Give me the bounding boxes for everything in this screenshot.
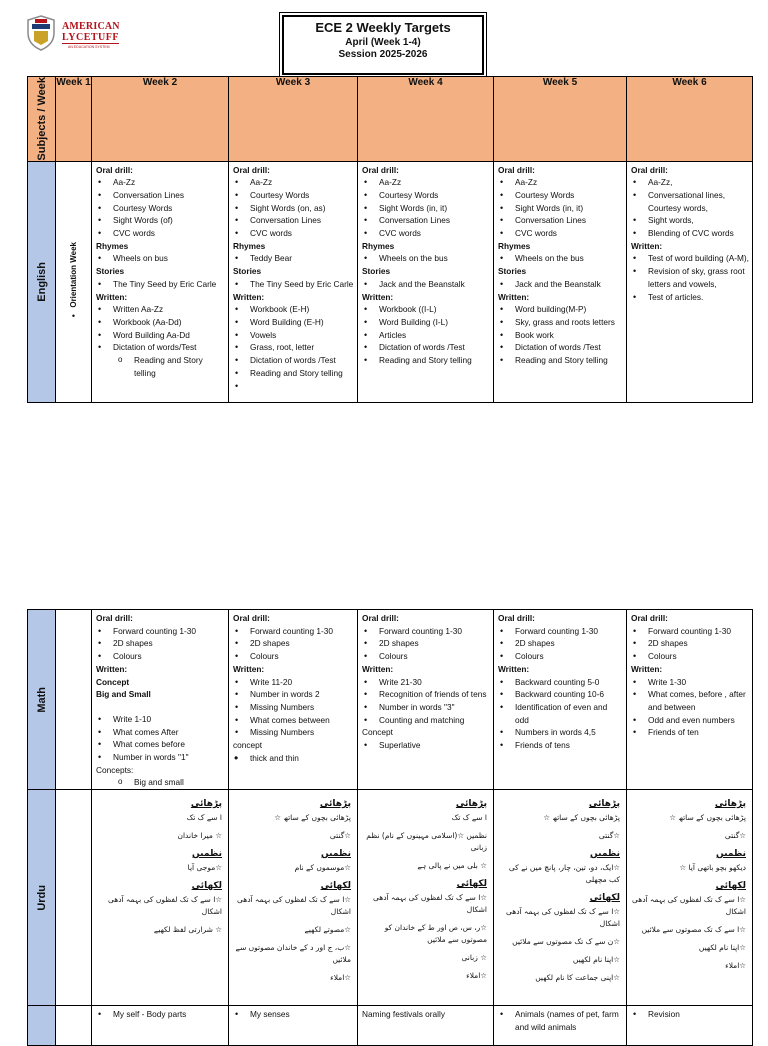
list-item: • Conversation Lines xyxy=(96,189,225,202)
list-item: o Big and small xyxy=(96,776,225,789)
english-subject-cell xyxy=(28,161,56,402)
list-item: • Recognition of friends of tens xyxy=(362,688,490,701)
math-subject-cell xyxy=(28,610,56,790)
urdu-line: ☆موسموں کے نام xyxy=(294,863,351,873)
urdu-line: ☆ب، ج اور د کے خاندان مصوتوں سے ملائیں xyxy=(235,943,351,965)
bullet-list xyxy=(233,625,354,663)
bullet-list xyxy=(96,625,225,663)
list-item: • Counting and matching xyxy=(362,714,490,727)
urdu-line: ☆ر، س، ص اور ط کے خاندان کو مصوتوں سے ملائیں xyxy=(384,923,487,945)
urdu-heading: لکھائی xyxy=(715,881,746,892)
list-item: • What comes After xyxy=(96,726,225,739)
section-heading: Oral drill: xyxy=(96,613,133,623)
english-week-5 xyxy=(494,161,627,402)
urdu-week-2 xyxy=(92,790,229,1006)
urdu-heading: پڑھائی xyxy=(319,799,351,810)
week-2-header: Week 2 xyxy=(92,77,229,162)
list-item: • 2D shapes xyxy=(498,637,623,650)
cell-text xyxy=(96,701,225,713)
urdu-line: ☆ا سے ک تک لفظوں کی بہمہ آدھی اشکال xyxy=(237,895,351,917)
list-item: • Courtesy Words xyxy=(498,189,623,202)
last-week-4 xyxy=(358,1006,494,1046)
bullet-list xyxy=(96,1008,225,1021)
bullet-list xyxy=(362,739,490,752)
section-heading: Rhymes xyxy=(362,240,395,251)
section-heading: Written: xyxy=(362,663,394,674)
list-item: • Word Building (E-H) xyxy=(233,316,354,329)
subjects-week-corner xyxy=(28,77,56,162)
list-item: • Aa-Zz xyxy=(498,176,623,189)
urdu-line: ا سے ک تک xyxy=(451,813,487,823)
list-item: • Odd and even numbers xyxy=(631,714,749,727)
week-header-row xyxy=(28,77,753,162)
bullet-list xyxy=(233,752,354,765)
urdu-heading: نظمیں xyxy=(192,849,222,860)
bullet-list xyxy=(233,176,354,240)
bullet-list xyxy=(233,252,354,265)
list-item: • Blending of CVC words xyxy=(631,227,749,240)
english-subject-label: English xyxy=(35,261,48,302)
list-item: • CVC words xyxy=(96,227,225,240)
section-heading: Written: xyxy=(233,663,265,674)
urdu-line: ☆ن سے ک تک مصوتوں سے ملائیں xyxy=(512,937,620,947)
section-heading: Written: xyxy=(233,291,265,302)
last-week-1 xyxy=(56,1006,92,1046)
bullet-list xyxy=(362,676,490,727)
list-item: • Courtesy Words xyxy=(362,189,490,202)
list-item: • Backward counting 10-6 xyxy=(498,688,623,701)
list-item: • CVC words xyxy=(362,227,490,240)
urdu-line: ☆ میرا خاندان xyxy=(177,831,222,841)
bullet-list xyxy=(96,776,225,789)
bullet-list xyxy=(96,713,225,764)
urdu-line: پڑھائی بچوں کے ساتھ ☆ xyxy=(669,813,746,823)
section-heading: Oral drill: xyxy=(631,164,668,175)
list-item: • Sight Words (in, it) xyxy=(362,202,490,215)
section-heading: Oral drill: xyxy=(498,613,535,623)
page-title: ECE 2 Weekly Targets xyxy=(315,20,451,35)
list-item: • Conversation Lines xyxy=(233,214,354,227)
last-subject-cell xyxy=(28,1006,56,1046)
urdu-heading: پڑھائی xyxy=(714,799,746,810)
list-item: • Word building(M-P) xyxy=(498,303,623,316)
list-item: • Test of articles. xyxy=(631,291,749,304)
list-item: • Dictation of words /Test xyxy=(498,341,623,354)
list-item: • Dictation of words /Test xyxy=(233,354,354,367)
math-week-4 xyxy=(358,610,494,790)
section-heading: Written: xyxy=(96,291,128,302)
urdu-row xyxy=(28,790,753,1006)
session-label: Session 2025-2026 xyxy=(338,49,428,60)
list-item: • Jack and the Beanstalk xyxy=(362,278,490,291)
bullet-list xyxy=(96,252,225,265)
list-item: • My senses xyxy=(233,1008,354,1021)
list-item: • Dictation of words /Test xyxy=(362,341,490,354)
list-item: • thick and thin xyxy=(233,752,354,765)
english-table xyxy=(27,76,753,403)
bullet-list xyxy=(362,278,490,291)
section-heading: Oral drill: xyxy=(498,164,535,175)
urdu-line: ☆گنتی xyxy=(724,831,746,841)
urdu-line: ا سے ک تک xyxy=(186,813,222,823)
week-6-header: Week 6 xyxy=(627,77,753,162)
shield-crest-icon xyxy=(26,15,56,51)
list-item: • 2D shapes xyxy=(631,637,749,650)
week-1-header: Week 1 xyxy=(56,77,92,162)
bullet-list xyxy=(498,176,623,240)
math-row xyxy=(28,610,753,790)
list-item: • Missing Numbers xyxy=(233,726,354,739)
bullet-list xyxy=(498,625,623,663)
section-heading: Oral drill: xyxy=(362,164,399,175)
urdu-heading: نظمیں xyxy=(590,849,620,860)
list-item: • Number in words "3" xyxy=(362,701,490,714)
list-item: • Identification of even and odd xyxy=(498,701,623,726)
list-item: • Write 11-20 xyxy=(233,676,354,689)
list-item: • Backward counting 5-0 xyxy=(498,676,623,689)
bullet-list xyxy=(96,303,225,379)
list-item: • Missing Numbers xyxy=(233,701,354,714)
urdu-line: ☆املاء xyxy=(330,973,351,983)
urdu-heading: نظمیں xyxy=(716,849,746,860)
section-heading: Stories xyxy=(362,266,391,277)
bullet-list xyxy=(498,676,623,752)
list-item: • Dictation of words/Test xyxy=(96,341,225,354)
urdu-line: ☆ زبانی xyxy=(461,953,487,963)
section-heading: Written: xyxy=(631,663,663,674)
school-logo xyxy=(26,15,138,55)
bullet-list xyxy=(362,625,490,663)
urdu-line: ☆ا سے ک تک لفظوں کی بہمہ آدھی اشکال xyxy=(373,893,487,915)
list-item: • Aa-Zz xyxy=(362,176,490,189)
section-heading: Oral drill: xyxy=(96,164,133,175)
urdu-line: ☆ا سے ک تک لفظوں کی بہمہ آدھی اشکال xyxy=(108,895,222,917)
urdu-heading: لکھائی xyxy=(191,881,222,892)
cell-text: Concepts: xyxy=(96,764,134,775)
week-3-header: Week 3 xyxy=(229,77,358,162)
bullet-list xyxy=(631,676,749,740)
list-item: • 2D shapes xyxy=(233,637,354,650)
math-week-2 xyxy=(92,610,229,790)
week-5-header: Week 5 xyxy=(494,77,627,162)
list-item: • Number in words 2 xyxy=(233,688,354,701)
list-item: • Write 1-10 xyxy=(96,713,225,726)
list-item: • Forward counting 1-30 xyxy=(96,625,225,638)
list-item: • Write 21-30 xyxy=(362,676,490,689)
list-item: • Written Aa-Zz xyxy=(96,303,225,316)
last-week-3 xyxy=(229,1006,358,1046)
urdu-line: ☆ بلی میں نے پالی ہے xyxy=(417,861,487,871)
bullet-list xyxy=(498,1008,623,1033)
urdu-heading: لکھائی xyxy=(320,881,351,892)
urdu-line: ☆ا سے ک تک لفظوں کی بہمہ آدھی اشکال xyxy=(632,895,746,917)
bullet-list xyxy=(631,625,749,663)
english-week-6 xyxy=(627,161,753,402)
list-item: • Conversation Lines xyxy=(362,214,490,227)
urdu-heading: نظمیں xyxy=(321,849,351,860)
list-item: • Friends of tens xyxy=(498,739,623,752)
list-item: • Numbers in words 4,5 xyxy=(498,726,623,739)
bullet-list xyxy=(631,252,749,303)
list-item: • Revision of sky, grass root letters and vowels, xyxy=(631,265,749,290)
section-heading: Oral drill: xyxy=(631,613,668,623)
urdu-line: ☆ا سے ک تک مصوتوں سے ملائیں xyxy=(641,925,746,935)
last-week-6 xyxy=(627,1006,753,1046)
list-item: • Revision xyxy=(631,1008,749,1021)
math-week-1 xyxy=(56,610,92,790)
section-heading: Big and Small xyxy=(96,689,151,700)
list-item: • Conversation Lines xyxy=(498,214,623,227)
english-week-3 xyxy=(229,161,358,402)
bullet-list xyxy=(233,676,354,740)
urdu-line: پڑھائی بچوں کے ساتھ ☆ xyxy=(543,813,620,823)
section-heading: Written: xyxy=(362,291,394,302)
urdu-subject-label: Urdu xyxy=(35,884,48,911)
math-urdu-table xyxy=(27,609,753,1046)
list-item: • 2D shapes xyxy=(96,637,225,650)
bullet-list xyxy=(498,278,623,291)
list-item: o Reading and Story telling xyxy=(96,354,225,379)
list-item: • The Tiny Seed by Eric Carle xyxy=(233,278,354,291)
urdu-week-6 xyxy=(627,790,753,1006)
section-heading: Oral drill: xyxy=(233,613,270,623)
list-item: • Teddy Bear xyxy=(233,252,354,265)
general-knowledge-row xyxy=(28,1006,753,1046)
urdu-week-5 xyxy=(494,790,627,1006)
urdu-line: ☆اپنا نام لکھیں xyxy=(698,943,746,953)
last-week-2 xyxy=(92,1006,229,1046)
list-item: • Reading and Story telling xyxy=(233,367,354,380)
corner-label: Subjects / Week xyxy=(35,77,48,161)
urdu-heading: لکھائی xyxy=(589,893,620,904)
bullet-list xyxy=(96,176,225,240)
list-item: • Friends of ten xyxy=(631,726,749,739)
bullet-list xyxy=(233,303,354,379)
list-item: • Forward counting 1-30 xyxy=(233,625,354,638)
list-item: • Write 1-30 xyxy=(631,676,749,689)
list-item: • Wheels on bus xyxy=(96,252,225,265)
urdu-heading: لکھائی xyxy=(456,879,487,890)
list-item: • My self - Body parts xyxy=(96,1008,225,1021)
bullet-list xyxy=(233,1008,354,1021)
list-item: • Workbook (Aa-Dd) xyxy=(96,316,225,329)
section-heading: Stories xyxy=(498,266,527,277)
list-item: • CVC words xyxy=(233,227,354,240)
urdu-line: ☆ شرارتی لفظ لکھیے xyxy=(153,925,222,935)
section-heading: Oral drill: xyxy=(233,164,270,175)
urdu-week-1 xyxy=(56,790,92,1006)
cell-text: Naming festivals orally xyxy=(362,1009,445,1020)
urdu-heading: پڑھائی xyxy=(190,799,222,810)
urdu-week-3 xyxy=(229,790,358,1006)
math-subject-label: Math xyxy=(35,686,48,713)
urdu-line: ☆گنتی xyxy=(329,831,351,841)
list-item: • Sky, grass and roots letters xyxy=(498,316,623,329)
urdu-line: ☆گنتی xyxy=(598,831,620,841)
urdu-line: ☆اپنا نام لکھیں xyxy=(572,955,620,965)
cell-text: Concept xyxy=(362,727,393,738)
list-item: • Aa-Zz xyxy=(96,176,225,189)
urdu-line: پڑھائی بچوں کے ساتھ ☆ xyxy=(274,813,351,823)
list-item: • Colours xyxy=(631,650,749,663)
list-item: • 2D shapes xyxy=(362,637,490,650)
english-week-2 xyxy=(92,161,229,402)
urdu-heading: پڑھائی xyxy=(455,799,487,810)
bullet-list xyxy=(631,176,749,240)
section-heading: Concept xyxy=(96,676,130,687)
bullet-list xyxy=(498,252,623,265)
section-heading: Stories xyxy=(96,266,125,277)
section-heading: Written: xyxy=(96,663,128,674)
bullet-list xyxy=(362,176,490,240)
urdu-line: ☆مصوتے لکھیے xyxy=(304,925,351,935)
urdu-line: ☆املاء xyxy=(725,961,746,971)
list-item: • Test of word building (A-M), xyxy=(631,252,749,265)
bullet-list xyxy=(96,278,225,291)
section-heading: Rhymes xyxy=(233,240,266,251)
urdu-line: ☆املاء xyxy=(466,971,487,981)
list-item: • Aa-Zz, xyxy=(631,176,749,189)
list-item: • Workbook (E-H) xyxy=(233,303,354,316)
section-heading: Rhymes xyxy=(498,240,531,251)
list-item: • Sight Words (on, as) xyxy=(233,202,354,215)
cell-text: concept xyxy=(233,740,263,751)
urdu-heading: پڑھائی xyxy=(588,799,620,810)
list-item: • Colours xyxy=(362,650,490,663)
urdu-line: ☆ا سے ک تک لفظوں کی بہمہ آدھی اشکال xyxy=(506,907,620,929)
list-item: • Courtesy Words xyxy=(96,202,225,215)
urdu-line: ☆موجی آیا xyxy=(187,863,222,873)
list-item: • Reading and Story telling xyxy=(498,354,623,367)
list-item: • Forward counting 1-30 xyxy=(362,625,490,638)
title-box xyxy=(282,15,484,75)
list-item: • Aa-Zz xyxy=(233,176,354,189)
list-item: • Wheels on the bus xyxy=(362,252,490,265)
bullet-list xyxy=(233,278,354,291)
last-week-5 xyxy=(494,1006,627,1046)
math-week-3 xyxy=(229,610,358,790)
week-4-header: Week 4 xyxy=(358,77,494,162)
bullet-list xyxy=(631,1008,749,1021)
list-item: • Animals (names of pet, farm and wild animals xyxy=(498,1008,623,1033)
section-heading: Oral drill: xyxy=(362,613,399,623)
section-heading: Rhymes xyxy=(96,240,129,251)
logo-text-line3: AN EDUCATION SYSTEM xyxy=(68,45,110,49)
english-week-4 xyxy=(358,161,494,402)
list-item: • Superlative xyxy=(362,739,490,752)
list-item: • Word Building Aa-Dd xyxy=(96,329,225,342)
bullet-icon: • xyxy=(71,311,76,322)
list-item: • The Tiny Seed by Eric Carle xyxy=(96,278,225,291)
math-week-5 xyxy=(494,610,627,790)
page-subtitle: April (Week 1-4) xyxy=(345,37,421,48)
urdu-line: ☆ایک، دو، تین، چار، پانچ میں نے کی کب مچھلی xyxy=(508,863,620,885)
math-week-6 xyxy=(627,610,753,790)
list-item: • CVC words xyxy=(498,227,623,240)
list-item: • Articles xyxy=(362,329,490,342)
logo-text-line2: LYCETUFF xyxy=(62,32,119,43)
list-item: • Jack and the Beanstalk xyxy=(498,278,623,291)
urdu-line: ☆اپنی جماعت کا نام لکھیں xyxy=(535,973,620,983)
orientation-week-cell xyxy=(56,161,92,402)
list-item: • Number in words "1" xyxy=(96,751,225,764)
section-heading: Written: xyxy=(631,240,663,251)
logo-text-line1: AMERICAN xyxy=(62,21,120,32)
list-item: • Sight Words (in, it) xyxy=(498,202,623,215)
list-item: • Wheels on the bus xyxy=(498,252,623,265)
urdu-subject-cell xyxy=(28,790,56,1006)
section-heading: Written: xyxy=(498,663,530,674)
list-item: • Conversational lines, Courtesy words, xyxy=(631,189,749,214)
orientation-week-label: Orientation Week xyxy=(69,241,78,308)
section-heading: Written: xyxy=(498,291,530,302)
list-item: • What comes between xyxy=(233,714,354,727)
urdu-line: دیکھو بچو باتھی آیا ☆ xyxy=(679,863,746,873)
list-item: • Colours xyxy=(498,650,623,663)
bullet-list xyxy=(362,303,490,367)
list-item: • Sight words, xyxy=(631,214,749,227)
list-item: • Courtesy Words xyxy=(233,189,354,202)
list-item: • Sight Words (of) xyxy=(96,214,225,227)
list-item: • Forward counting 1-30 xyxy=(631,625,749,638)
list-item: • Workbook ((I-L) xyxy=(362,303,490,316)
bullet-list xyxy=(362,252,490,265)
list-item: • Colours xyxy=(233,650,354,663)
list-item: • Reading and Story telling xyxy=(362,354,490,367)
section-heading: Stories xyxy=(233,266,262,277)
list-item: • What comes, before , after and between xyxy=(631,688,749,713)
list-item: • Word Building (I-L) xyxy=(362,316,490,329)
urdu-week-4 xyxy=(358,790,494,1006)
english-row xyxy=(28,161,753,402)
list-item: • Book work xyxy=(498,329,623,342)
list-item: • Vowels xyxy=(233,329,354,342)
bullet-list xyxy=(498,303,623,367)
list-item: • Forward counting 1-30 xyxy=(498,625,623,638)
urdu-line: نظمیں ☆(اسلامی مہینوں کے نام) نظم زبانی xyxy=(366,831,487,853)
list-item: • Grass, root, letter xyxy=(233,341,354,354)
list-item: • What comes before xyxy=(96,738,225,751)
list-item: • Colours xyxy=(96,650,225,663)
